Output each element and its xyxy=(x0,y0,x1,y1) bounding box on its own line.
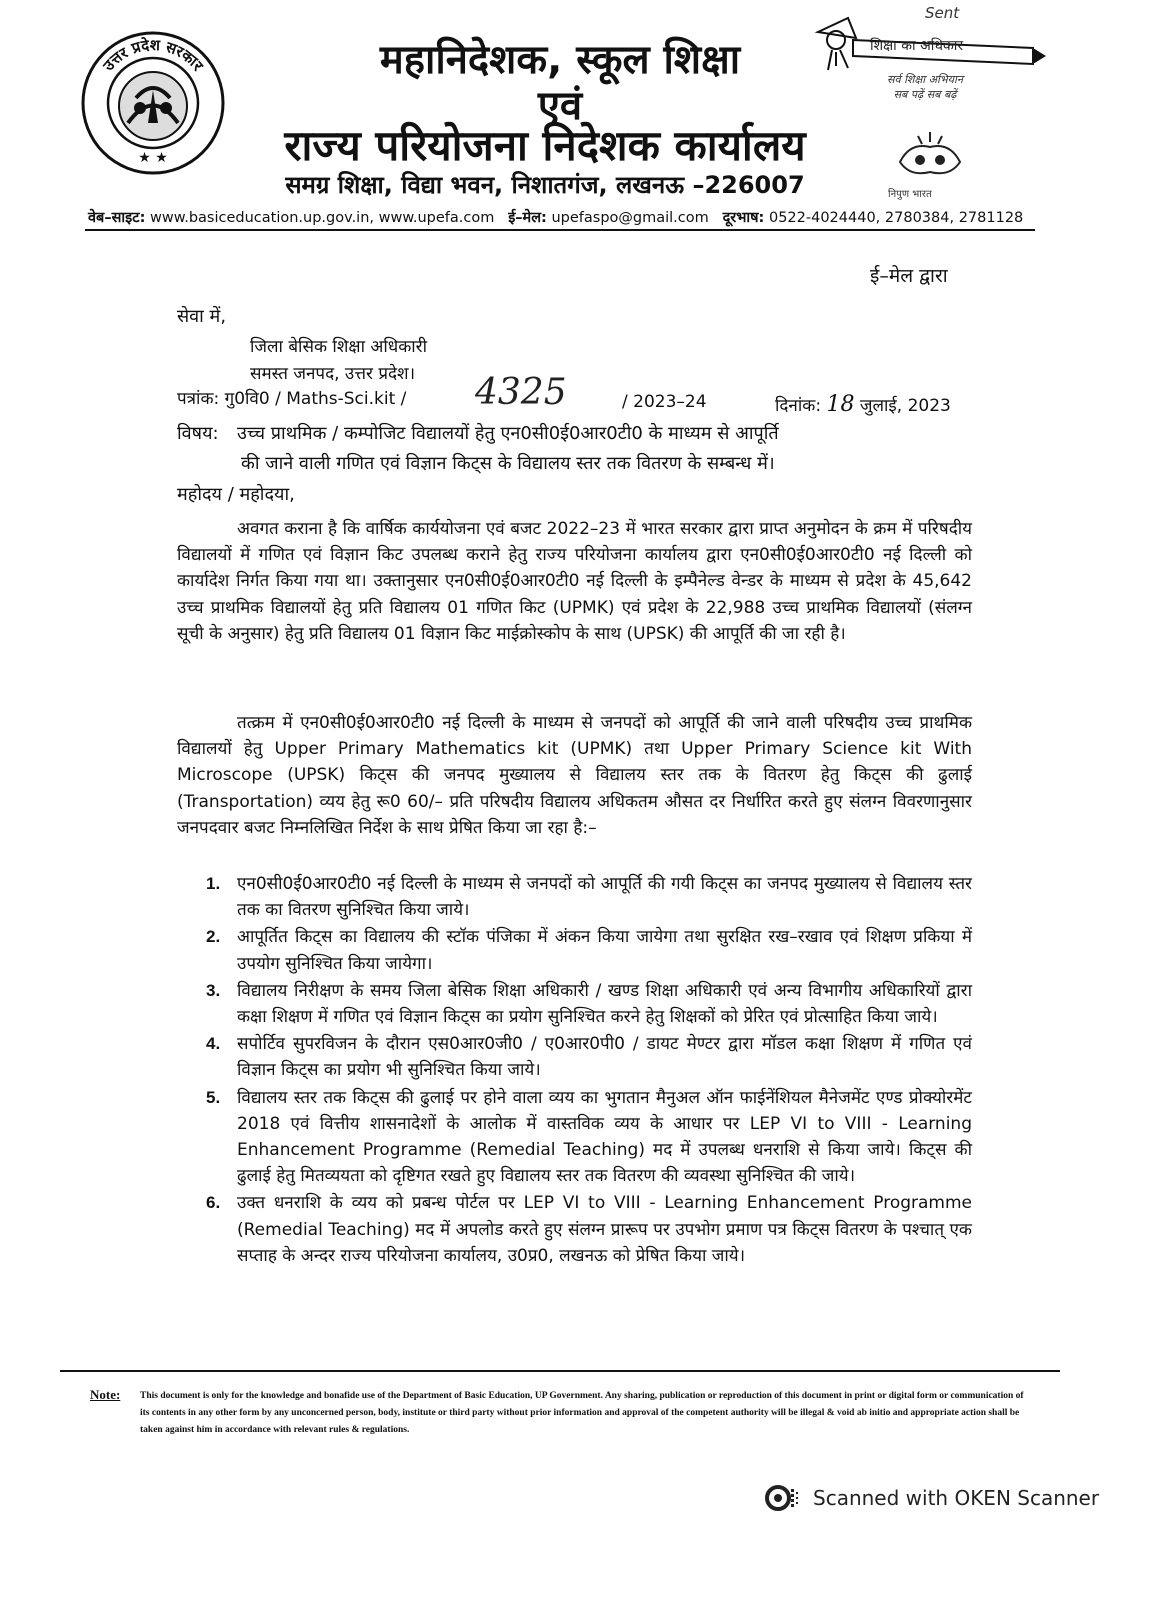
office-title-line3: राज्य परियोजना निदेशक कार्यालय xyxy=(284,121,806,170)
phone-value: 0522-4024440, 2780384, 2781128 xyxy=(768,210,1024,226)
paragraph-1 xyxy=(177,516,972,647)
ref-year: / 2023–24 xyxy=(622,392,707,412)
date-label: दिनांक: xyxy=(775,396,822,416)
directive-text: एन0सी0ई0आर0टी0 नई दिल्ली के माध्यम से जनपदों को आपूर्ति की गयी किट्स का जनपद मुख्यालय से विद्यालय स्तर तक का वितरण सुनिश्चित किया जाये। xyxy=(237,874,972,921)
contact-line xyxy=(88,207,1028,227)
list-item xyxy=(200,871,972,923)
date-rest: जुलाई, 2023 xyxy=(859,396,951,416)
ref-label: पत्रांक: xyxy=(177,389,220,409)
directive-text: विद्यालय स्तर तक किट्स की ढुलाई पर होने वाला व्यय का भुगतान मैनुअल ऑन फाईनेंशियल मैनेजमेंट एण्ड प्रोक्योरमेंट 2018 एवं वित्तीय शासनादेशों के आलोक में वास्तविक व्यय के आधार पर LEP VI to VIII - Learning Enhancement Programme (Remedial Teaching) मद में उपलब्ध धनराशि से किया जाये। किट्स की ढुलाई हेतु मितव्ययता को दृष्टिगत रखते हुए विद्यालय स्तर तक वितरण की व्यवस्था सुनिश्चित की जाये। xyxy=(237,1087,972,1187)
directive-text: आपूर्तित किट्स का विद्यालय की स्टॉक पंजिका में अंकन किया जायेगा तथा सुरक्षित रख–रखाव एवं शिक्षण प्रकिया में उपयोग सुनिश्चित किया जायेगा। xyxy=(237,927,972,974)
directive-number: 1. xyxy=(206,874,221,893)
subject-line1: उच्च प्राथमिक / कम्पोजिट विद्यालयों हेतु एन0सी0ई0आर0टी0 के माध्यम से आपूर्ति xyxy=(237,423,779,444)
subject-block xyxy=(177,419,977,479)
seal-emblem-icon xyxy=(78,28,228,178)
ref-number-handwritten: 4325 xyxy=(475,372,567,413)
office-address: समग्र शिक्षा, विद्या भवन, निशातगंज, लखनऊ –226007 xyxy=(285,171,805,199)
rte-tagline xyxy=(860,72,990,102)
reference-row xyxy=(177,386,406,409)
list-item xyxy=(200,978,972,1030)
scanner-text: Scanned with OKEN Scanner xyxy=(813,1486,1100,1510)
subject-label: विषय: xyxy=(177,423,219,444)
paragraph-2 xyxy=(177,710,972,841)
paragraph-1-text: अवगत कराना है कि वार्षिक कार्ययोजना एवं बजट 2022–23 में भारत सरकार द्वारा प्राप्त अनुमोदन के क्रम में परिषदीय विद्यालयों में गणित एवं विज्ञान किट उपलब्ध कराने हेतु राज्य परियोजना कार्यालय द्वारा एन0सी0ई0आर0टी0 नई दिल्ली को कार्यादेश निर्गत किया गया था। उक्तानुसार एन0सी0ई0आर0टी0 नई दिल्ली के इम्पैनेल्ड वेन्डर के माध्यम से प्रदेश के 45,642 उच्च प्राथमिक विद्यालयों हेतु प्रति विद्यालय 01 गणित किट (UPMK) एवं प्रदेश के 22,988 उच्च प्राथमिक विद्यालयों (संलग्न सूची के अनुसार) हेतु प्रति विद्यालय 01 विज्ञान किट माईक्रोस्कोप के साथ (UPSK) की आपूर्ति की जा रही है। xyxy=(177,519,972,644)
note-text: This document is only for the knowledge and bonafide use of the Department of Basic Education, UP Government. Any sharing, publication or reproduction of this document in print or digital form or communication of its contents in any other form by any unconcerned person, body, institute or third party without prior information and approval of the competent authority will be illegal & void ab initio and appropriate action shall be taken against him in accordance with relevant rules & regulations. xyxy=(140,1391,1024,1435)
delivery-mode: ई–मेल द्वारा xyxy=(870,265,948,287)
rte-logo-text: शिक्षा का अधिकार xyxy=(870,38,964,54)
website-value: www.basiceducation.up.gov.in, www.upefa.com xyxy=(149,210,495,226)
directive-text: सपोर्टिव सुपरविजन के दौरान एस0आर0जी0 / ए0आर0पी0 / डायट मेण्टर द्वारा मॉडल कक्षा शिक्षण में गणित एवं विज्ञान किट्स का प्रयोग भी सुनिश्चित किया जाये। xyxy=(237,1034,972,1081)
salutation: महोदय / महोदया, xyxy=(177,484,295,505)
scanner-watermark xyxy=(765,1484,1099,1512)
up-government-seal xyxy=(78,28,228,178)
list-item xyxy=(200,924,972,976)
note-label: Note: xyxy=(90,1387,121,1402)
subject-line2: की जाने वाली गणित एवं विज्ञान किट्स के विद्यालय स्तर तक वितरण के सम्बन्ध में। xyxy=(241,453,775,474)
website-label: वेब–साइट: xyxy=(88,210,146,226)
directive-number: 3. xyxy=(206,980,221,1000)
header-divider xyxy=(85,229,1035,231)
directive-text: उक्त धनराशि के व्यय को प्रबन्ध पोर्टल पर LEP VI to VIII - Learning Enhancement Programme (Remedial Teaching) मद में अपलोड करते हुए संलग्न प्रारूप पर उपभोग प्रमाण पत्र किट्स वितरण के पश्चात् एक सप्ताह के अन्दर राज्य परियोजना कार्यालय, उ0प्र0, लखनऊ को प्रेषित किया जाये। xyxy=(237,1193,972,1266)
directive-number: 4. xyxy=(206,1034,221,1054)
directives-list xyxy=(200,871,972,1270)
office-title-line1: महानिदेशक, स्कूल शिक्षा xyxy=(379,37,741,83)
directive-number: 2. xyxy=(206,927,221,947)
list-item xyxy=(200,1085,972,1190)
office-title-line2: एवं xyxy=(537,83,583,129)
list-item xyxy=(200,1190,972,1269)
ref-prefix: गु0वि0 / Maths-Sci.kit / xyxy=(224,389,407,409)
seva-mein: सेवा में, xyxy=(177,306,227,327)
handwritten-sent-mark: Sent xyxy=(925,4,960,22)
seal-text: उत्तर प्रदेश सरकार xyxy=(99,35,207,75)
oken-scanner-icon xyxy=(765,1484,799,1512)
directive-number: 6. xyxy=(206,1193,221,1213)
rte-tagline-line1: सर्व शिक्षा अभियान xyxy=(887,73,963,86)
date-day-handwritten: 18 xyxy=(826,392,855,417)
paragraph-2-text: तत्क्रम में एन0सी0ई0आर0टी0 नई दिल्ली के माध्यम से जनपदों को आपूर्ति की जाने वाली परिषदीय उच्च प्राथमिक विद्यालयों हेतु Upper Primary Mathematics kit (UPMK) तथा Upper Primary Science kit With Microscope (UPSK) किट्स की जनपद मुख्यालय से विद्यालय स्तर तक के वितरण हेतु किट्स की ढुलाई (Transportation) व्यय हेतु रू0 60/– प्रति परिषदीय विद्यालय अधिकतम औसत दर निर्धारित करते हुए संलग्न विवरणानुसार जनपदवार बजट निम्नलिखित निर्देश के साथ प्रेषित किया जा रहा है:– xyxy=(177,713,972,838)
email-value: upefaspo@gmail.com xyxy=(551,210,709,226)
directive-text: विद्यालय निरीक्षण के समय जिला बेसिक शिक्षा अधिकारी / खण्ड शिक्षा अधिकारी एवं अन्य विभागीय अधिकारियों द्वारा कक्षा शिक्षण में गणित एवं विज्ञान किट्स का प्रयोग सुनिश्चित करने हेतु शिक्षकों को प्रेरित एवं प्रोत्साहित किया जाये। xyxy=(237,980,972,1028)
date-row xyxy=(775,392,951,417)
rte-tagline-line2: सब पढ़ें सब बढ़ें xyxy=(893,88,957,101)
recipient-line2: समस्त जनपद, उत्तर प्रदेश। xyxy=(250,364,416,384)
nipun-logo-text: निपुण भारत xyxy=(888,189,932,200)
email-label: ई–मेल: xyxy=(508,210,547,226)
footer-divider xyxy=(60,1370,1060,1372)
svg-text:उत्तर प्रदेश सरकार xyxy=(99,36,208,75)
list-item xyxy=(200,1031,972,1083)
directive-number: 5. xyxy=(206,1087,221,1107)
svg-text:★ ★: ★ ★ xyxy=(138,150,168,166)
recipient-line1: जिला बेसिक शिक्षा अधिकारी xyxy=(250,337,428,357)
phone-label: दूरभाष: xyxy=(722,210,765,226)
